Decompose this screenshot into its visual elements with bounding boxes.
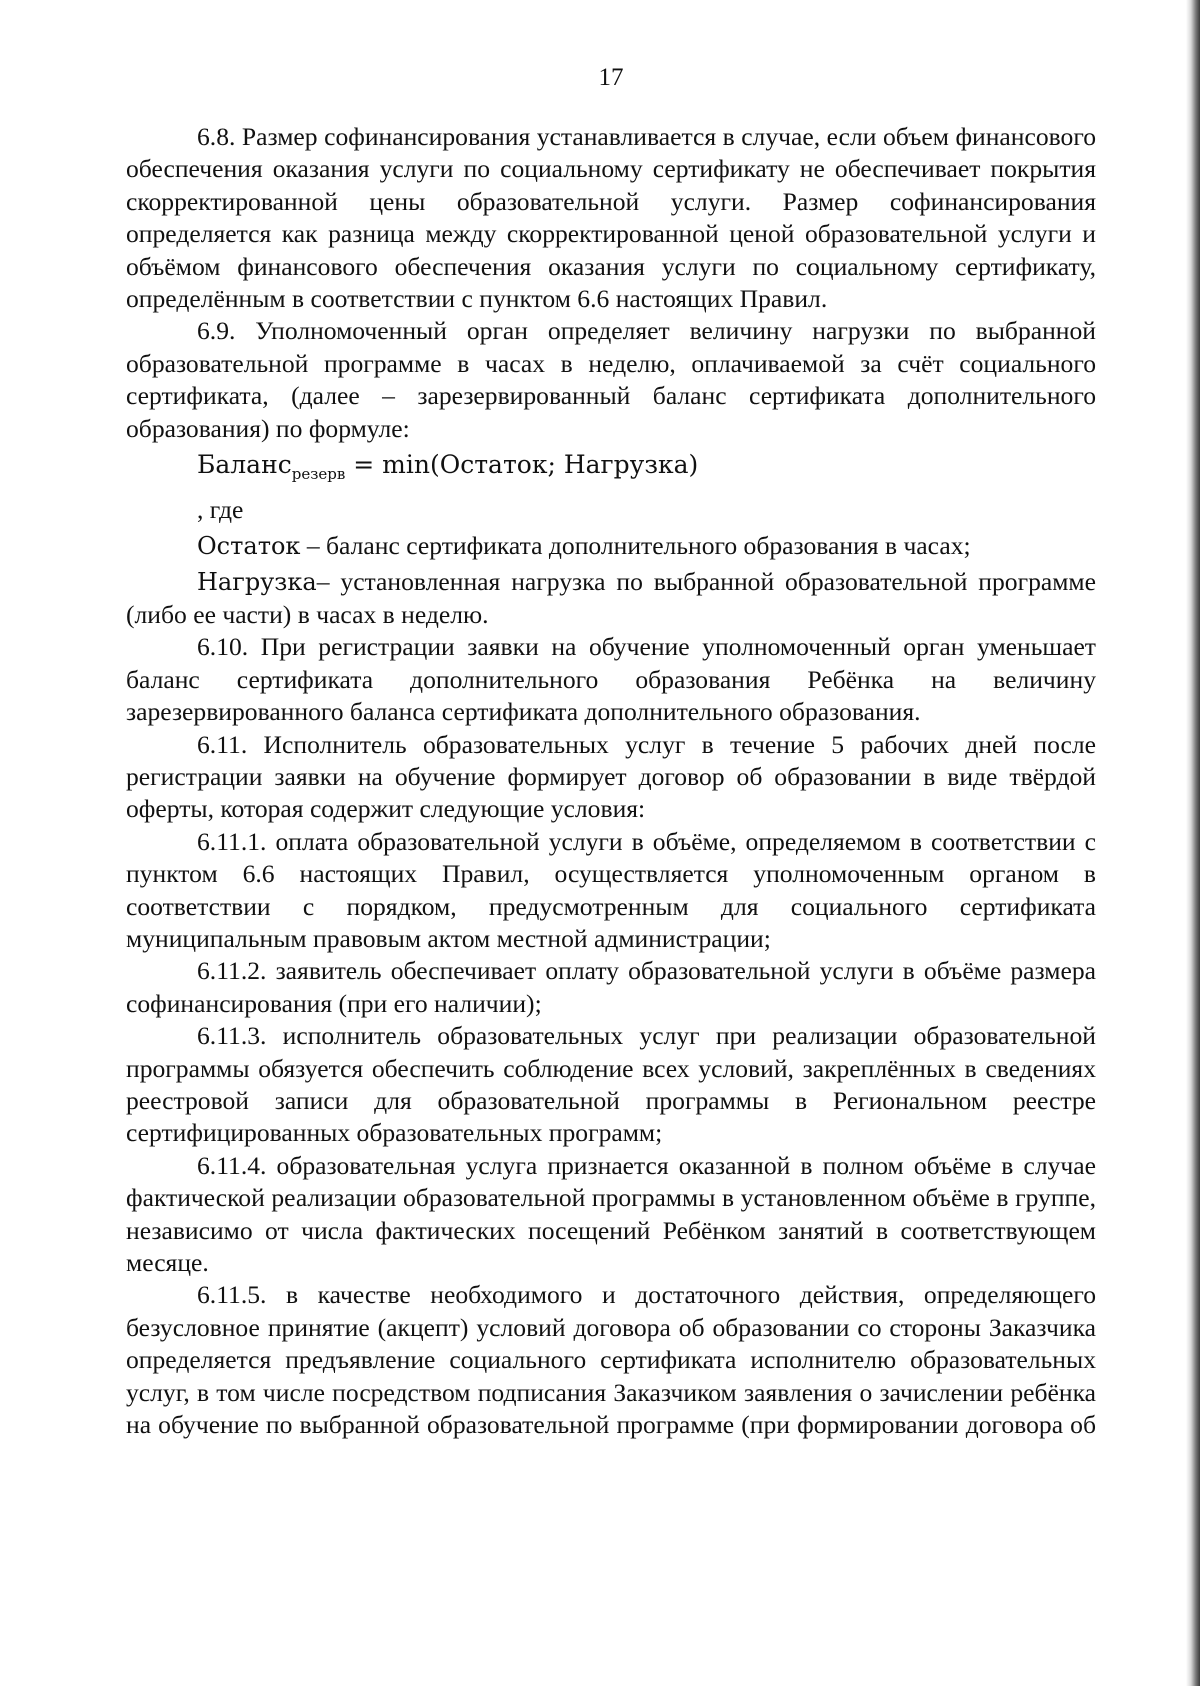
paragraph-6-9: 6.9. Уполномоченный орган определяет величину нагрузки по выбранной образовательной программе в часах в неделю, оплачиваемой за счёт социального сертификата, (далее – зарезервированный баланс сертификата дополнительного образования) по формуле:: [126, 316, 1096, 443]
paragraph-6-11-3: 6.11.3. исполнитель образовательных услуг при реализации образовательной программы обязуется обеспечить соблюдение всех условий, закреплённых в сведениях реестровой записи для образовательной программы в Региональном реестре сертифицированных образовательных программ;: [126, 1021, 1096, 1148]
scan-edge-shadow: [1186, 0, 1200, 1686]
paragraph-6-11-2: 6.11.2. заявитель обеспечивает оплату образовательной услуги в объёме размера софинансирования (при его наличии);: [126, 956, 1096, 1018]
document-body: [126, 121, 1096, 1441]
definition-nagruzka-text: – установленная нагрузка по выбранной образовательной программе (либо ее части) в часах в неделю.: [126, 567, 1096, 629]
formula-balance-term: Баланс: [197, 450, 292, 480]
definition-nagruzka: [126, 566, 1096, 631]
paragraph-6-11-5: 6.11.5. в качестве необходимого и достаточного действия, определяющего безусловное принятие (акцепт) условий договора об образовании со стороны Заказчика определяется предъявление социального сертификата исполнителю образовательных услуг, в том числе посредством подписания Заказчиком заявления о зачислении ребёнка на обучение по выбранной образовательной программе (при формировании договора об: [126, 1280, 1096, 1440]
paragraph-6-11-1: 6.11.1. оплата образовательной услуги в объёме, определяемом в соответствии с пунктом 6.6 настоящих Правил, осуществляется уполномоченным органом в соответствии с порядком, предусмотренным для социального сертификата муниципальным правовым актом местной администрации;: [126, 826, 1096, 953]
definition-ostatok-text: – баланс сертификата дополнительного образования в часах;: [300, 531, 971, 561]
paragraph-6-8: 6.8. Размер софинансирования устанавливается в случае, если объем финансового обеспечения оказания услуги по социальному сертификату не обеспечивает покрытия скорректированной цены образовательной услуги. Размер софинансирования определяется как разница между скорректированной ценой образовательной услуги и объёмом финансового обеспечения оказания услуги по социальному сертификату, определённым в соответствии с пунктом 6.6 настоящих Правил.: [126, 122, 1096, 314]
definition-ostatok: [126, 530, 1096, 562]
term-ostatok: Остаток: [197, 532, 301, 561]
term-nagruzka: Нагрузка: [197, 568, 317, 597]
paragraph-6-10: 6.10. При регистрации заявки на обучение уполномоченный орган уменьшает баланс сертификата дополнительного образования Ребёнка на величину зарезервированного баланса сертификата дополнительного образования.: [126, 632, 1096, 727]
formula-expression: = min(Остаток; Нагрузка): [345, 450, 699, 480]
formula-subscript: резерв: [291, 465, 346, 484]
balance-formula: [197, 447, 1096, 492]
paragraph-6-11: 6.11. Исполнитель образовательных услуг в течение 5 рабочих дней после регистрации заявки на обучение формирует договор об образовании в виде твёрдой оферты, которая содержит следующие условия:: [126, 729, 1096, 824]
page-number: 17: [598, 64, 624, 91]
paragraph-6-11-4: 6.11.4. образовательная услуга признается оказанной в полном объёме в случае фактической реализации образовательной программы в установленном объёме в группе, независимо от числа фактических посещений Ребёнком занятий в соответствующем месяце.: [126, 1150, 1096, 1277]
formula-where: , где: [197, 495, 244, 525]
